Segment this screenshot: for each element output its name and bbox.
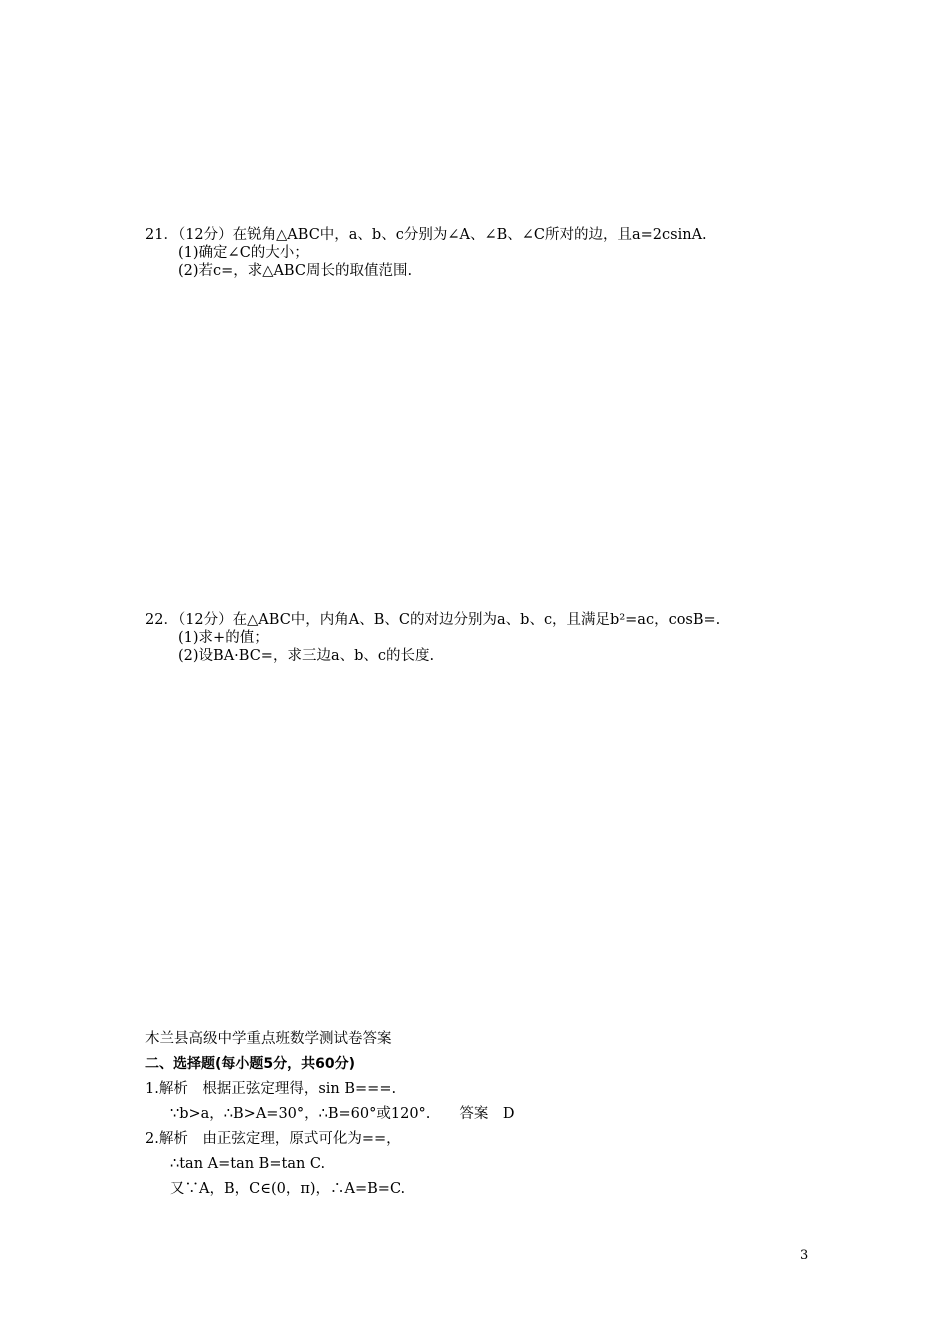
answer-2-line3: 又∵A，B，C∈(0，π)，∴A=B=C. (170, 1181, 406, 1197)
q21-stem: 21．（12分）在锐角△ABC中，a、b、c分别为∠A、∠B、∠C所对的边，且a=2csinA. (145, 227, 707, 243)
answer-2-line1: 2.解析 由正弦定理，原式可化为==， (145, 1131, 401, 1147)
q21-part1: (1)确定∠C的大小； (178, 245, 309, 261)
q22-part1: (1)求+的值； (178, 630, 269, 646)
q22-stem: 22．（12分）在△ABC中，内角A、B、C的对边分别为a、b、c，且满足b²=ac，cosB=. (145, 612, 721, 628)
answers-title: 木兰县高级中学重点班数学测试卷答案 (145, 1031, 392, 1047)
answers-section-heading: 二、选择题(每小题5分，共60分) (145, 1056, 356, 1072)
answer-2-line2: ∴tan A=tan B=tan C. (170, 1156, 326, 1172)
q22-part2: (2)设BA·BC=，求三边a、b、c的长度. (178, 648, 435, 664)
answer-1-line2: ∵b>a，∴B>A=30°，∴B=60°或120°. 答案 D (170, 1106, 515, 1122)
page-number: 3 (800, 1248, 809, 1263)
answer-1-line1: 1.解析 根据正弦定理得，sin B===. (145, 1081, 397, 1097)
q21-part2: (2)若c=，求△ABC周长的取值范围. (178, 263, 413, 279)
